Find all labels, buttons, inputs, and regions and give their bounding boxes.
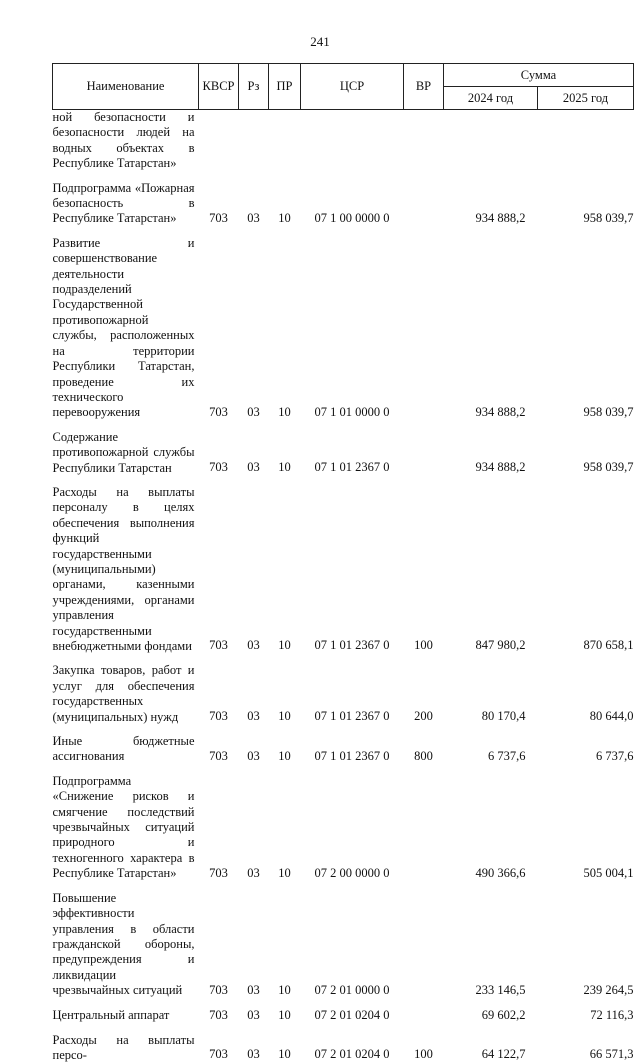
row-sum-2025: 239 264,5 <box>538 891 634 999</box>
row-rz: 03 <box>239 1008 269 1024</box>
row-csr: 07 1 01 2367 0 <box>301 485 404 654</box>
col-header-name: Наименование <box>53 64 199 110</box>
col-header-sum: Сумма <box>444 64 634 87</box>
col-header-rz: Рз <box>239 64 269 110</box>
col-header-kvsr: КВСР <box>199 64 239 110</box>
row-pr: 10 <box>269 181 301 227</box>
row-rz: 03 <box>239 734 269 765</box>
row-sum-2024: 64 122,7 <box>444 1033 538 1063</box>
row-vr <box>404 110 444 172</box>
row-kvsr: 703 <box>199 236 239 421</box>
col-header-pr: ПР <box>269 64 301 110</box>
row-sum-2025: 505 004,1 <box>538 774 634 882</box>
row-rz: 03 <box>239 485 269 654</box>
row-rz: 03 <box>239 430 269 476</box>
row-kvsr: 703 <box>199 430 239 476</box>
page-number: 241 <box>0 34 640 50</box>
row-sum-2025: 6 737,6 <box>538 734 634 765</box>
row-kvsr: 703 <box>199 891 239 999</box>
row-sum-2024: 233 146,5 <box>444 891 538 999</box>
row-kvsr: 703 <box>199 734 239 765</box>
row-sum-2025: 870 658,1 <box>538 485 634 654</box>
row-kvsr <box>199 110 239 172</box>
row-vr: 800 <box>404 734 444 765</box>
row-pr: 10 <box>269 734 301 765</box>
col-header-2024: 2024 год <box>444 87 538 110</box>
row-csr <box>301 110 404 172</box>
row-name: Иные бюджетные ассигнования <box>53 734 199 765</box>
row-kvsr: 703 <box>199 774 239 882</box>
row-csr: 07 1 01 0000 0 <box>301 236 404 421</box>
row-sum-2024: 934 888,2 <box>444 181 538 227</box>
row-vr: 200 <box>404 663 444 725</box>
row-kvsr: 703 <box>199 663 239 725</box>
row-csr: 07 1 01 2367 0 <box>301 663 404 725</box>
row-kvsr: 703 <box>199 181 239 227</box>
row-sum-2024: 6 737,6 <box>444 734 538 765</box>
row-name: Подпрограмма «Снижение рисков и смягчение последствий чрезвычайных ситуаций природного и техногенного характера в Республике Татарстан» <box>53 774 199 882</box>
table-row <box>53 774 634 882</box>
row-pr: 10 <box>269 1008 301 1024</box>
row-sum-2025: 958 039,7 <box>538 236 634 421</box>
table-header <box>53 64 634 110</box>
row-name: ной безопасности и безопасности людей на водных объектах в Республике Татарстан» <box>53 110 199 172</box>
row-sum-2024: 490 366,6 <box>444 774 538 882</box>
row-rz: 03 <box>239 891 269 999</box>
row-vr <box>404 1008 444 1024</box>
row-rz <box>239 110 269 172</box>
row-csr: 07 2 01 0000 0 <box>301 891 404 999</box>
row-vr: 100 <box>404 1033 444 1063</box>
row-vr: 100 <box>404 485 444 654</box>
row-sum-2024 <box>444 110 538 172</box>
row-pr: 10 <box>269 236 301 421</box>
row-kvsr: 703 <box>199 1008 239 1024</box>
row-sum-2025: 72 116,3 <box>538 1008 634 1024</box>
row-vr <box>404 430 444 476</box>
budget-table <box>52 63 634 1063</box>
row-sum-2024: 847 980,2 <box>444 485 538 654</box>
row-name: Закупка товаров, работ и услуг для обеспечения государственных (муниципальных) нужд <box>53 663 199 725</box>
row-name: Повышение эффективности управления в области гражданской обороны, предупреждения и ликвидации чрезвычайных ситуаций <box>53 891 199 999</box>
table-row <box>53 1033 634 1063</box>
row-pr <box>269 110 301 172</box>
row-name: Содержание противопожарной службы Республики Татарстан <box>53 430 199 476</box>
row-kvsr: 703 <box>199 1033 239 1063</box>
row-rz: 03 <box>239 774 269 882</box>
table-row <box>53 734 634 765</box>
row-pr: 10 <box>269 891 301 999</box>
row-csr: 07 2 01 0204 0 <box>301 1033 404 1063</box>
row-vr <box>404 181 444 227</box>
table-row <box>53 430 634 476</box>
row-pr: 10 <box>269 1033 301 1063</box>
col-header-vr: ВР <box>404 64 444 110</box>
row-vr <box>404 236 444 421</box>
row-csr: 07 2 00 0000 0 <box>301 774 404 882</box>
row-sum-2025: 958 039,7 <box>538 181 634 227</box>
row-vr <box>404 891 444 999</box>
row-vr <box>404 774 444 882</box>
row-pr: 10 <box>269 485 301 654</box>
row-name: Расходы на выплаты персоналу в целях обеспечения выполнения функций государственными (муниципальными) органами, казенными учреждениями, органами управления государственными внебюджетными фондами <box>53 485 199 654</box>
row-rz: 03 <box>239 236 269 421</box>
row-csr: 07 2 01 0204 0 <box>301 1008 404 1024</box>
row-rz: 03 <box>239 663 269 725</box>
row-sum-2024: 934 888,2 <box>444 236 538 421</box>
table-body <box>53 110 634 1063</box>
row-sum-2024: 80 170,4 <box>444 663 538 725</box>
row-sum-2025: 80 644,0 <box>538 663 634 725</box>
row-sum-2025: 66 571,3 <box>538 1033 634 1063</box>
table-row <box>53 181 634 227</box>
row-name: Развитие и совершенствование деятельности подразделений Государственной противопожарной службы, расположенных на территории Республики Татарстан, проведение их технического перевооружения <box>53 236 199 421</box>
row-name: Расходы на выплаты персо- <box>53 1033 199 1063</box>
row-csr: 07 1 01 2367 0 <box>301 734 404 765</box>
table-row <box>53 485 634 654</box>
row-rz: 03 <box>239 1033 269 1063</box>
row-sum-2025 <box>538 110 634 172</box>
row-kvsr: 703 <box>199 485 239 654</box>
row-csr: 07 1 01 2367 0 <box>301 430 404 476</box>
table-row <box>53 236 634 421</box>
table-row <box>53 1008 634 1024</box>
table-row <box>53 663 634 725</box>
row-name: Центральный аппарат <box>53 1008 199 1024</box>
table-row <box>53 891 634 999</box>
row-sum-2024: 69 602,2 <box>444 1008 538 1024</box>
row-csr: 07 1 00 0000 0 <box>301 181 404 227</box>
row-pr: 10 <box>269 663 301 725</box>
row-sum-2025: 958 039,7 <box>538 430 634 476</box>
row-rz: 03 <box>239 181 269 227</box>
table-row <box>53 110 634 172</box>
row-name: Подпрограмма «Пожарная безопасность в Республике Татарстан» <box>53 181 199 227</box>
row-pr: 10 <box>269 774 301 882</box>
row-pr: 10 <box>269 430 301 476</box>
col-header-2025: 2025 год <box>538 87 634 110</box>
col-header-csr: ЦСР <box>301 64 404 110</box>
row-sum-2024: 934 888,2 <box>444 430 538 476</box>
